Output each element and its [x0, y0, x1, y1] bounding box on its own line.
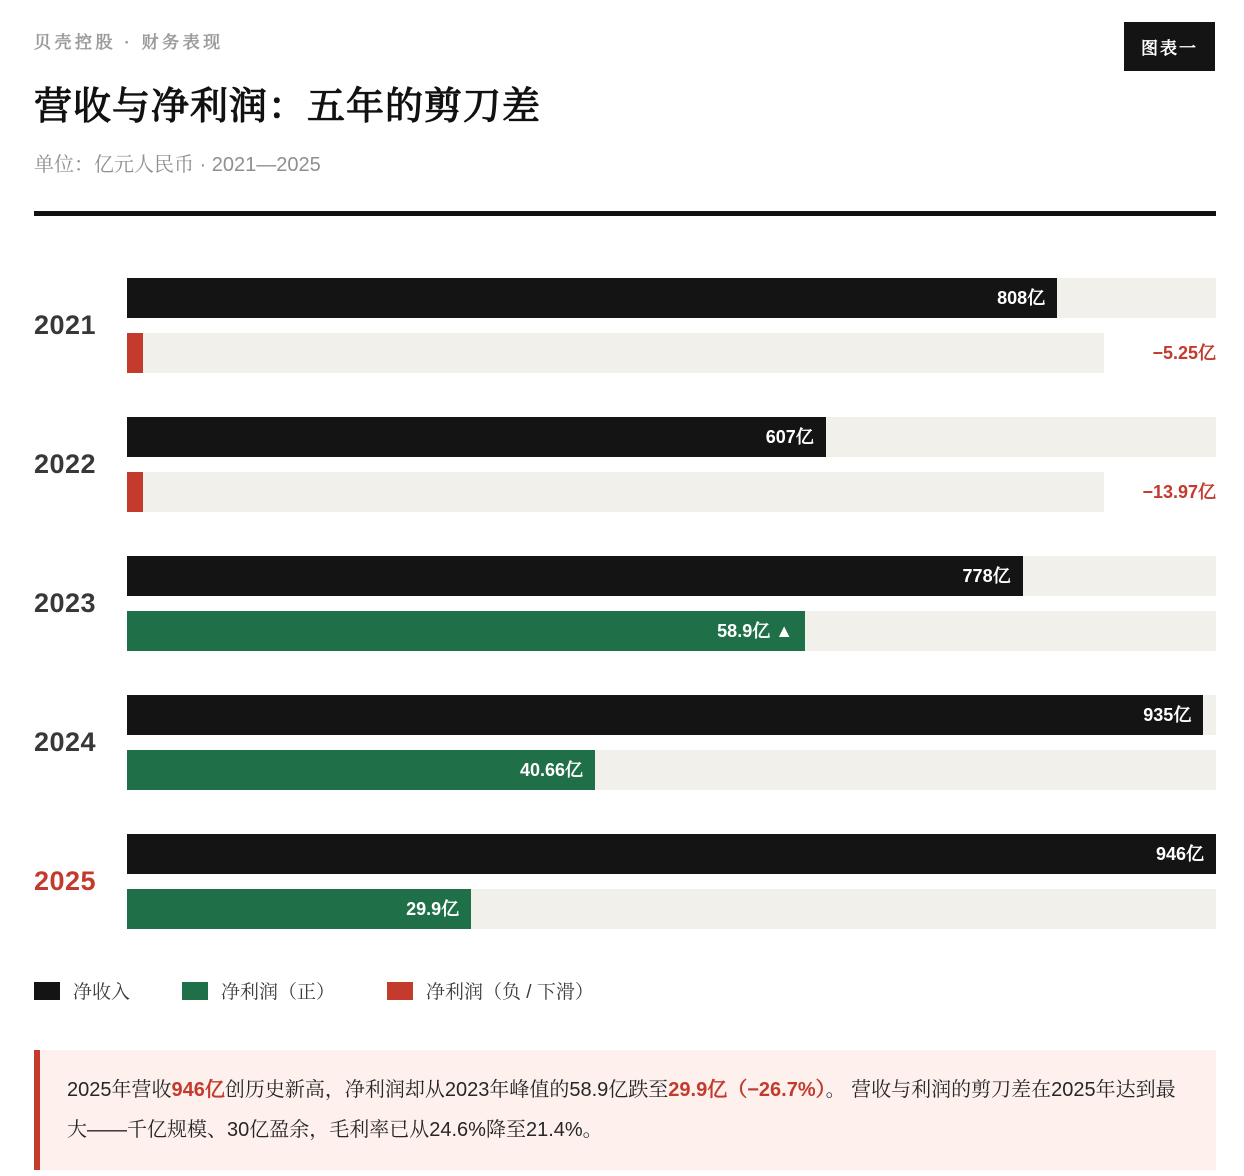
footnote-text [67, 1070, 1186, 1150]
profit-track [127, 333, 1104, 373]
profit-value-label: 29.9亿 [406, 899, 460, 919]
profit-value-label: 58.9亿 ▲ [717, 621, 794, 641]
profit-fill [127, 333, 143, 373]
legend-swatch [387, 982, 413, 1000]
legend-label: 净利润（负 / 下滑） [426, 982, 594, 1003]
legend-item [182, 977, 335, 1004]
legend-swatch [182, 982, 208, 1000]
page-title: 营收与净利润：五年的剪刀差 [34, 86, 542, 128]
bar-chart [34, 278, 1216, 929]
revenue-value-label: 808亿 [997, 288, 1046, 308]
revenue-value-label: 607亿 [765, 427, 814, 447]
legend-swatch [34, 982, 60, 1000]
footnote-highlight: 946亿 [171, 1079, 225, 1101]
revenue-fill [127, 834, 1216, 874]
footnote-segment: 2025年营收 [67, 1079, 172, 1101]
year-bars [127, 417, 1216, 512]
revenue-track [127, 834, 1216, 874]
header-rule [34, 211, 1216, 216]
footnote-highlight: 29.9亿（−26.7%） [668, 1079, 826, 1101]
revenue-bar [127, 278, 1216, 318]
legend [34, 977, 1216, 1004]
revenue-track [127, 695, 1216, 735]
revenue-bar [127, 417, 1216, 457]
legend-label: 净收入 [73, 982, 131, 1003]
revenue-bar [127, 695, 1216, 735]
profit-track [127, 750, 1216, 790]
profit-fill [127, 472, 143, 512]
profit-track [127, 472, 1104, 512]
revenue-fill [127, 556, 1023, 596]
profit-track [127, 889, 1216, 929]
profit-bar [127, 333, 1216, 373]
year-label: 2021 [34, 310, 97, 340]
year-bars [127, 556, 1216, 651]
eyebrow: 贝壳控股 · 财务表现 [34, 33, 224, 52]
revenue-fill [127, 417, 826, 457]
negative-value-label: −13.97亿 [1142, 482, 1216, 502]
revenue-fill [127, 278, 1057, 318]
year-bars [127, 695, 1216, 790]
profit-value-label: 40.66亿 [520, 760, 584, 780]
profit-bar [127, 750, 1216, 790]
chart-row-2025 [34, 834, 1216, 929]
chart-row-2023 [34, 556, 1216, 651]
revenue-track [127, 417, 1216, 457]
legend-item [34, 977, 130, 1004]
profit-bar [127, 889, 1216, 929]
revenue-value-label: 778亿 [962, 566, 1011, 586]
revenue-bar [127, 834, 1216, 874]
revenue-value-label: 946亿 [1155, 844, 1204, 864]
profit-fill [127, 750, 595, 790]
profit-fill [127, 611, 805, 651]
revenue-bar [127, 556, 1216, 596]
revenue-track [127, 278, 1216, 318]
chart-row-2021 [34, 278, 1216, 373]
legend-label: 净利润（正） [221, 982, 336, 1003]
year-label: 2023 [34, 588, 97, 618]
footnote-segment: 。 营收与利润的剪刀差在2025年达到最大——千亿规模、30亿盈余，毛利率已从24.6%降至21.4%。 [67, 1079, 1176, 1141]
year-bars [127, 278, 1216, 373]
legend-item [387, 977, 594, 1004]
year-bars [127, 834, 1216, 929]
chart-row-2022 [34, 417, 1216, 512]
negative-value-label: −5.25亿 [1152, 343, 1216, 363]
year-label: 2025 [34, 866, 97, 896]
year-label: 2022 [34, 449, 97, 479]
footnote-box [34, 1050, 1216, 1170]
profit-bar [127, 611, 1216, 651]
footnote-segment: 创历史新高，净利润却从2023年峰值的58.9亿跌至 [224, 1079, 669, 1101]
profit-fill [127, 889, 471, 929]
year-label: 2024 [34, 727, 97, 757]
revenue-fill [127, 695, 1203, 735]
profit-track [127, 611, 1216, 651]
subtitle: 单位：亿元人民币 · 2021—2025 [34, 154, 321, 176]
chart-row-2024 [34, 695, 1216, 790]
revenue-track [127, 556, 1216, 596]
revenue-value-label: 935亿 [1143, 705, 1192, 725]
chart-badge: 图表一 [1124, 22, 1215, 71]
profit-bar [127, 472, 1216, 512]
